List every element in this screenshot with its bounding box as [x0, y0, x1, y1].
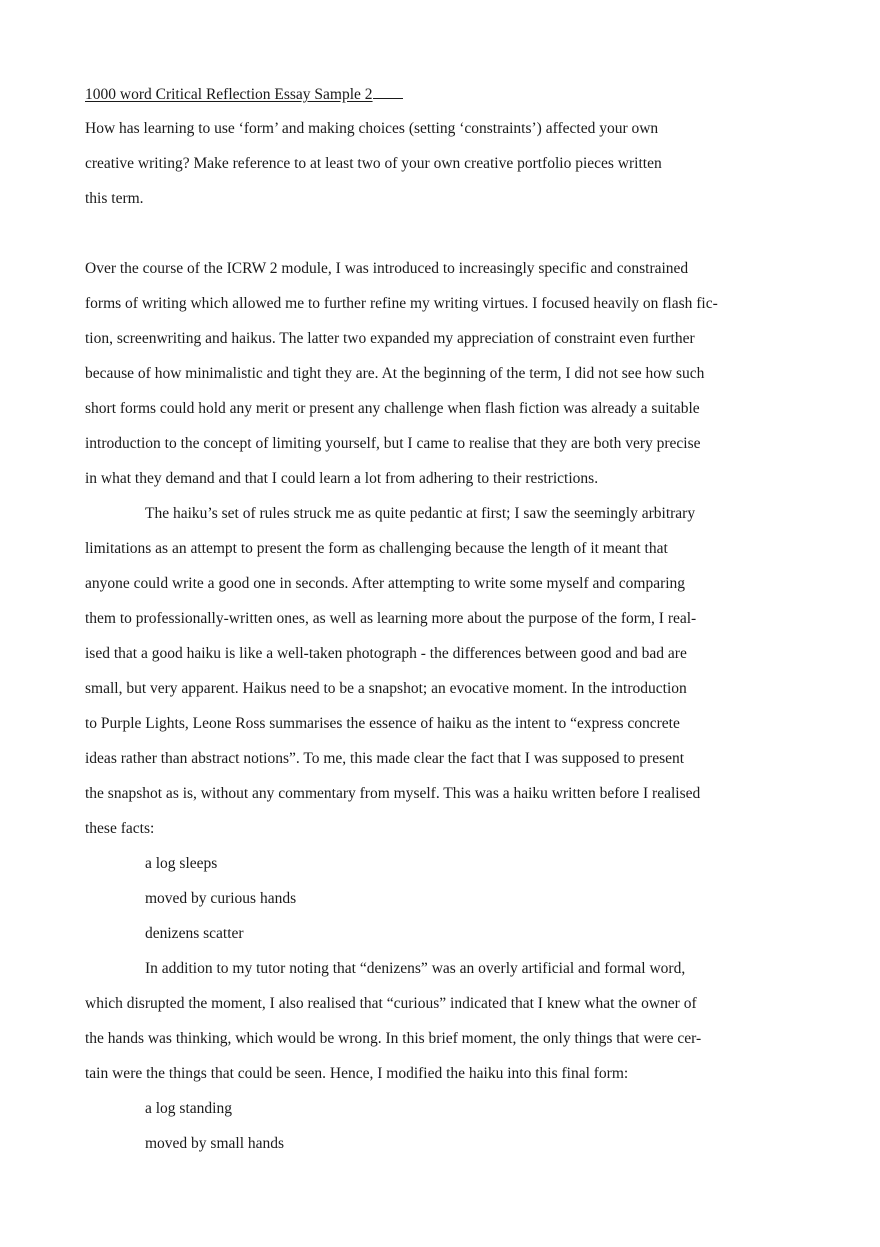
paragraph-1-line: tion, screenwriting and haikus. The latter two expanded my appreciation of constraint even further	[85, 330, 695, 347]
paragraph-2-line: The haiku’s set of rules struck me as quite pedantic at first; I saw the seemingly arbitrary	[145, 505, 696, 522]
paragraph-2-line: the snapshot as is, without any commentary from myself. This was a haiku written before I realised	[85, 785, 701, 802]
haiku-1-line: moved by curious hands	[145, 890, 297, 907]
paragraph-3-line: the hands was thinking, which would be wrong. In this brief moment, the only things that were cer-	[85, 1030, 702, 1047]
haiku-2-line: a log standing	[145, 1100, 232, 1117]
question-line: creative writing? Make reference to at least two of your own creative portfolio pieces written	[85, 155, 662, 172]
title-underline-trail	[373, 84, 403, 99]
paragraph-2-line: these facts:	[85, 820, 155, 837]
paragraph-3-line: which disrupted the moment, I also realised that “curious” indicated that I knew what the owner of	[85, 995, 697, 1012]
paragraph-2-line: limitations as an attempt to present the form as challenging because the length of it meant that	[85, 540, 668, 557]
haiku-1-line: a log sleeps	[145, 855, 218, 872]
paragraph-2-line: to Purple Lights, Leone Ross summarises the essence of haiku as the intent to “express concrete	[85, 715, 680, 732]
paragraph-3-line: In addition to my tutor noting that “denizens” was an overly artificial and formal word,	[145, 960, 686, 977]
paragraph-2-line: ideas rather than abstract notions”. To me, this made clear the fact that I was supposed to present	[85, 750, 685, 767]
paragraph-2-line: them to professionally-written ones, as well as learning more about the purpose of the form, I real-	[85, 610, 697, 627]
paragraph-1-line: introduction to the concept of limiting yourself, but I came to realise that they are both very precise	[85, 435, 701, 452]
paragraph-3-line: tain were the things that could be seen. Hence, I modified the haiku into this final form:	[85, 1065, 629, 1082]
paragraph-2-line: ised that a good haiku is like a well-taken photograph - the differences between good and bad are	[85, 645, 687, 662]
paragraph-1-line: forms of writing which allowed me to further refine my writing virtues. I focused heavily on flash fic-	[85, 295, 718, 312]
paragraph-1-line: short forms could hold any merit or present any challenge when flash fiction was already a suitable	[85, 400, 700, 417]
haiku-1-line: denizens scatter	[145, 925, 244, 942]
haiku-2-line: moved by small hands	[145, 1135, 285, 1152]
paragraph-2-line: anyone could write a good one in seconds. After attempting to write some myself and comparing	[85, 575, 686, 592]
question-line: How has learning to use ‘form’ and making choices (setting ‘constraints’) affected your own	[85, 120, 659, 137]
paragraph-2-line: small, but very apparent. Haikus need to be a snapshot; an evocative moment. In the introduction	[85, 680, 687, 697]
document-title: 1000 word Critical Reflection Essay Sample 2	[85, 84, 403, 105]
question-line: this term.	[85, 190, 144, 207]
paragraph-1-line: in what they demand and that I could learn a lot from adhering to their restrictions.	[85, 470, 599, 487]
paragraph-1-line: because of how minimalistic and tight they are. At the beginning of the term, I did not see how such	[85, 365, 705, 382]
paragraph-1-line: Over the course of the ICRW 2 module, I was introduced to increasingly specific and constrained	[85, 260, 689, 277]
